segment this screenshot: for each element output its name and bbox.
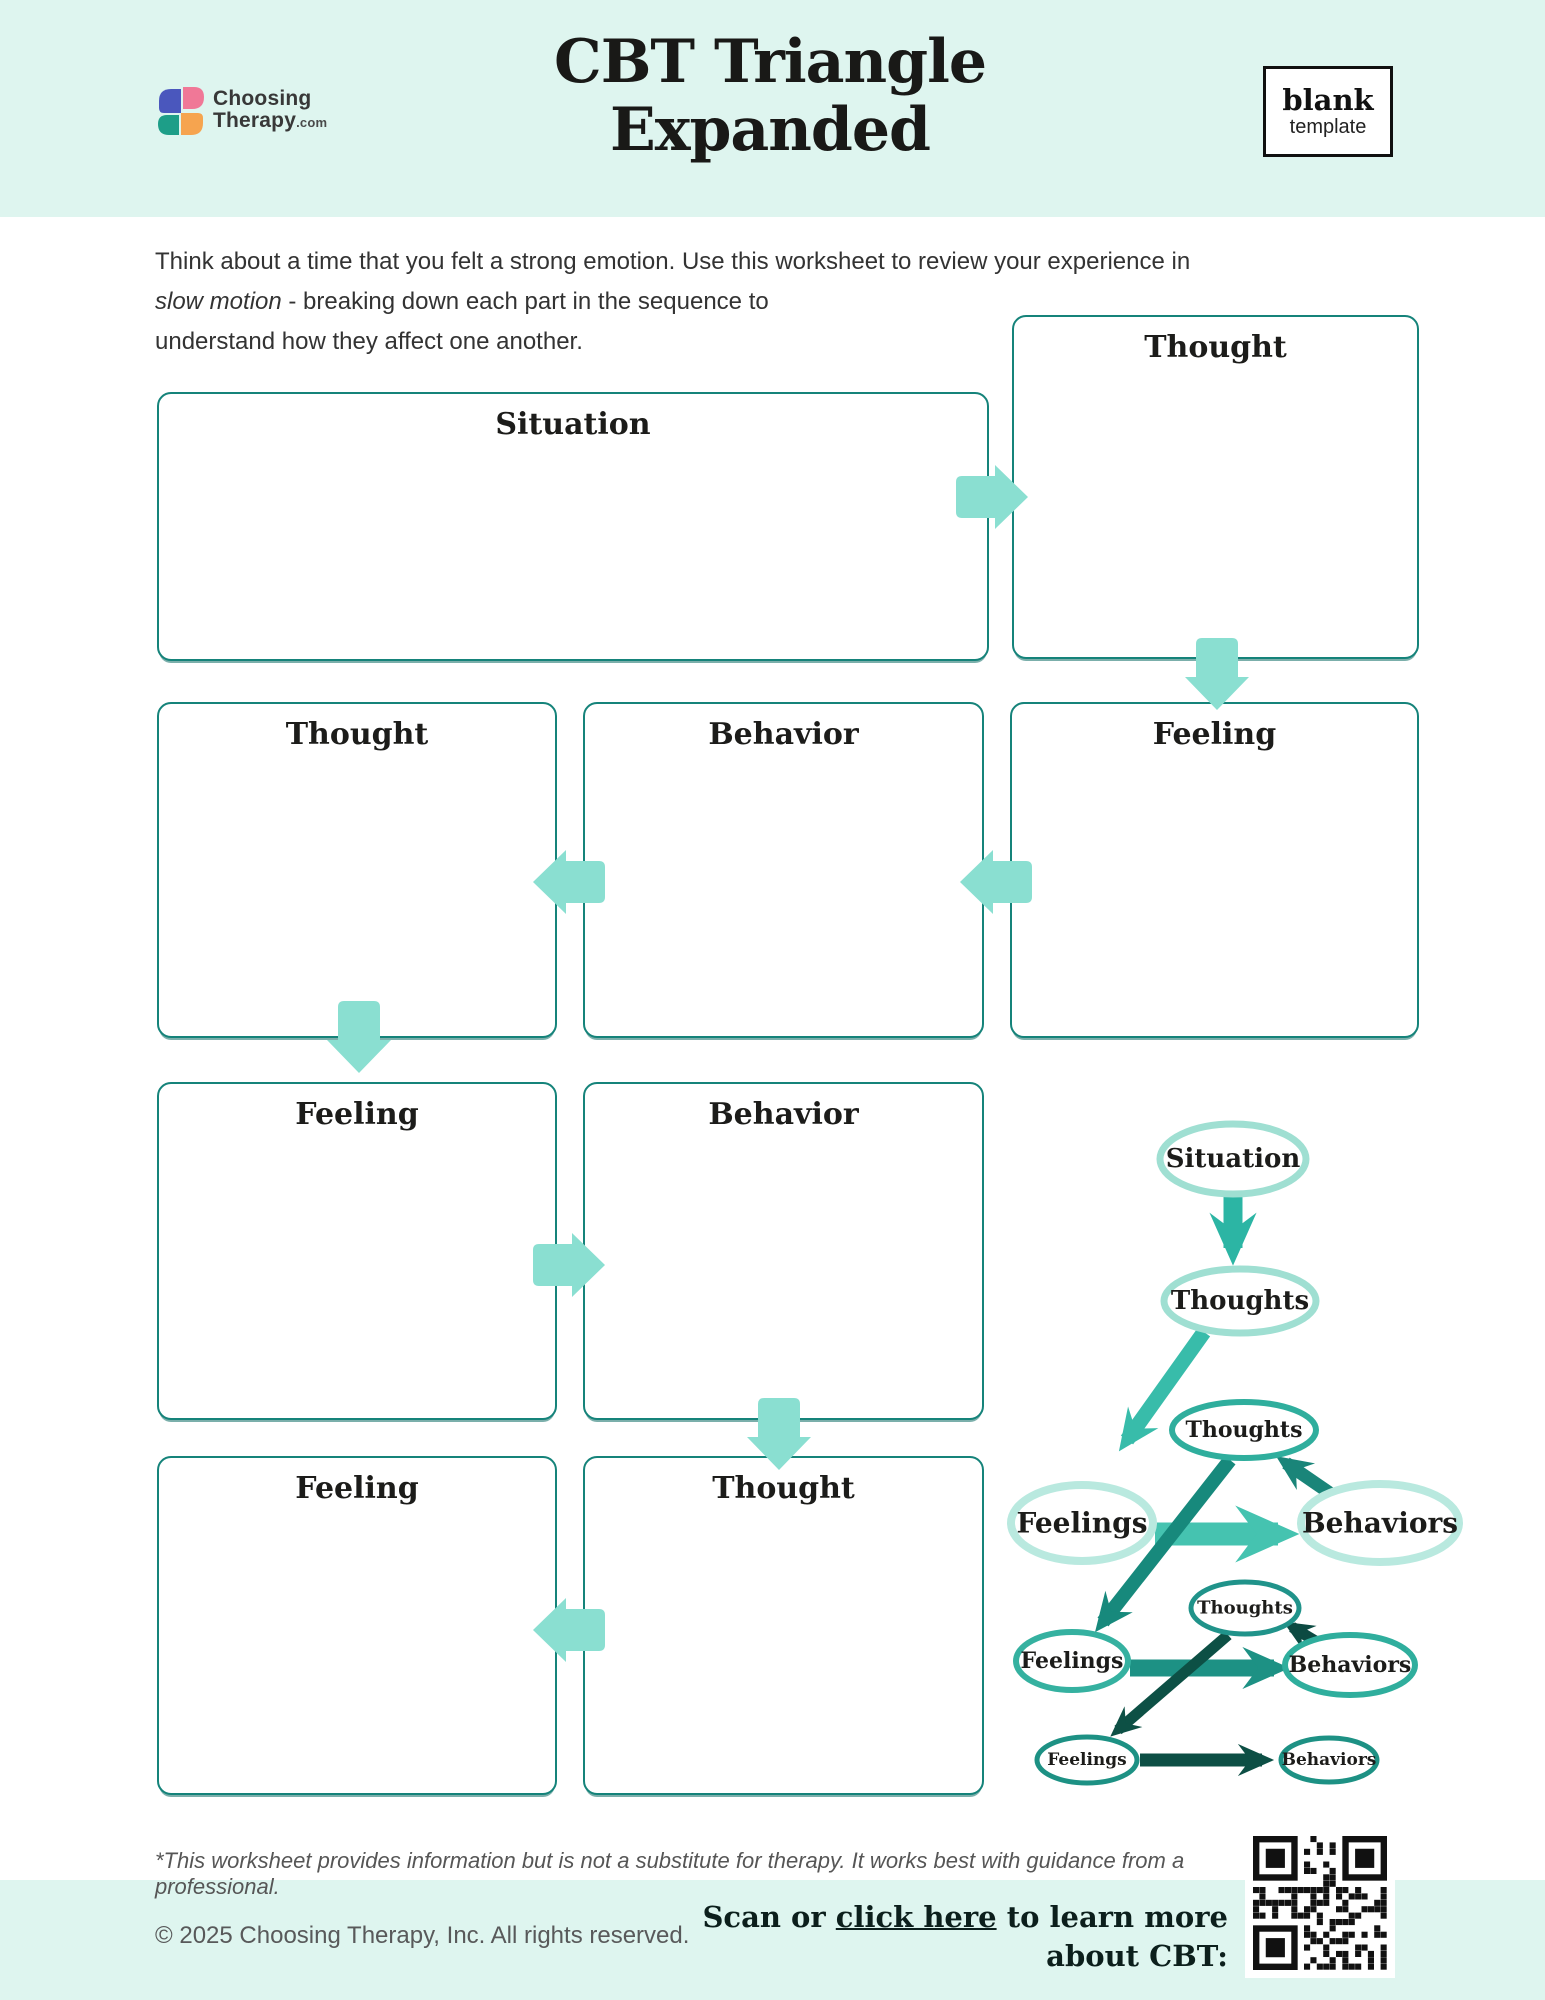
cbt-cascade-diagram: [990, 1100, 1500, 1810]
brand-line1: Choosing: [213, 87, 312, 110]
cascade-thoughts3-label: Thoughts: [1197, 1597, 1293, 1619]
brand-line2: Therapy: [213, 109, 297, 132]
intro-slow-motion: slow motion: [155, 288, 282, 315]
cascade-behaviors3-label: Behaviors: [1281, 1750, 1377, 1770]
badge-line1: blank: [1282, 82, 1374, 117]
scan-cta: [660, 1898, 1228, 1976]
cascade-situation-label: Situation: [1165, 1144, 1301, 1174]
feeling-box-row4-label: Feeling: [295, 1471, 419, 1506]
cascade-feelings2-label: Feelings: [1020, 1648, 1124, 1674]
thought-box-row4-label: Thought: [712, 1471, 855, 1506]
brand-suffix: .com: [296, 115, 328, 130]
intro-line3: understand how they affect one another.: [155, 328, 583, 355]
brand-text: [213, 88, 327, 134]
behavior-box-row3-label: Behavior: [708, 1097, 859, 1132]
behavior-box-row2-label: Behavior: [708, 717, 859, 752]
badge-line2: template: [1289, 115, 1367, 138]
arrow-behavior-to-thought-row2: [530, 847, 608, 917]
feeling-box-row2[interactable]: [1010, 702, 1419, 1038]
choosing-therapy-logo: [157, 84, 327, 138]
cascade-thoughts1-label: Thoughts: [1170, 1286, 1310, 1316]
page-title-line1: CBT Triangle: [553, 27, 987, 97]
arrow-feeling-to-behavior-row3: [530, 1230, 608, 1300]
arrow-thought-down-to-feeling-row3: [324, 998, 394, 1076]
arrow-behavior-down-to-thought-row4: [744, 1395, 814, 1473]
cascade-behaviors1-label: Behaviors: [1301, 1506, 1459, 1540]
thought-box-top[interactable]: [1012, 315, 1419, 659]
qr-code: [1245, 1828, 1395, 1978]
scan-mid: to learn more: [996, 1900, 1228, 1934]
behavior-box-row2[interactable]: [583, 702, 984, 1038]
click-here-link[interactable]: click here: [835, 1900, 997, 1934]
scan-line2: about CBT:: [1046, 1939, 1228, 1973]
arrow-thought-to-feeling-row4: [530, 1595, 608, 1665]
arrow-feeling-to-behavior-row2: [957, 847, 1035, 917]
qr-code-image: [1253, 1836, 1387, 1970]
cascade-behaviors2-label: Behaviors: [1288, 1652, 1412, 1678]
cascade-arrow-thoughts3-to-feelings3: [1118, 1635, 1228, 1730]
copyright-text: © 2025 Choosing Therapy, Inc. All rights reserved.: [155, 1922, 690, 1949]
thought-box-top-label: Thought: [1144, 330, 1287, 365]
thought-box-row4[interactable]: [583, 1456, 984, 1795]
intro-line1: Think about a time that you felt a strong emotion. Use this worksheet to review your experience in: [155, 248, 1191, 275]
behavior-box-row3[interactable]: [583, 1082, 984, 1420]
situation-box[interactable]: [157, 392, 989, 661]
page-title: [420, 28, 1120, 164]
feeling-box-row4[interactable]: [157, 1456, 557, 1795]
cascade-feelings3-label: Feelings: [1047, 1750, 1127, 1770]
cascade-feelings1-label: Feelings: [1016, 1506, 1148, 1540]
feeling-box-row3[interactable]: [157, 1082, 557, 1420]
page-title-line2: Expanded: [609, 95, 931, 165]
feeling-box-row3-label: Feeling: [295, 1097, 419, 1132]
feeling-box-row2-label: Feeling: [1152, 717, 1277, 752]
thought-box-row2-label: Thought: [285, 717, 429, 752]
logo-flower-icon: [157, 84, 205, 138]
arrow-situation-to-thought: [953, 462, 1031, 532]
thought-box-row2[interactable]: [157, 702, 557, 1038]
blank-template-badge: [1263, 66, 1393, 157]
intro-line2-rest: - breaking down each part in the sequence to: [281, 288, 769, 315]
cascade-thoughts2-label: Thoughts: [1185, 1417, 1303, 1443]
arrow-thought-down-to-feeling: [1182, 635, 1252, 713]
scan-prefix: Scan or: [702, 1900, 836, 1934]
situation-box-label: Situation: [495, 407, 651, 442]
disclaimer-text: *This worksheet provides information but is not a substitute for therapy. It works best with guidance from a professional.: [155, 1848, 1185, 1899]
